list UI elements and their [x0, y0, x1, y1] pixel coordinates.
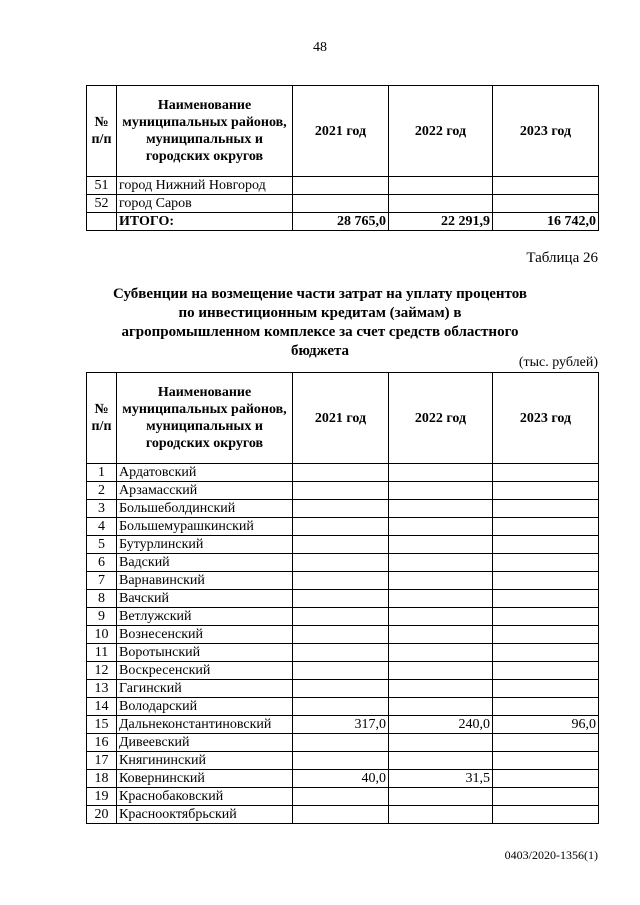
value-2022 [389, 626, 493, 644]
table-row [87, 177, 599, 195]
row-number: 14 [87, 698, 117, 716]
table-row [87, 788, 599, 806]
table-row [87, 500, 599, 518]
header-2021: 2021 год [293, 86, 389, 177]
total-2023: 16 742,0 [493, 213, 599, 231]
row-number: 6 [87, 554, 117, 572]
table-row [87, 518, 599, 536]
row-number: 11 [87, 644, 117, 662]
units-label: (тыс. рублей) [518, 355, 598, 370]
header-2023: 2023 год [493, 86, 599, 177]
value-2023 [493, 644, 599, 662]
value-2023: 96,0 [493, 716, 599, 734]
total-num-cell [87, 213, 117, 231]
value-2021 [293, 752, 389, 770]
header-num: № п/п [87, 373, 117, 464]
district-name: Вознесенский [117, 626, 293, 644]
district-name: Краснооктябрьский [117, 806, 293, 824]
table-row [87, 572, 599, 590]
value-2022 [389, 518, 493, 536]
row-number: 13 [87, 680, 117, 698]
district-name: Вачский [117, 590, 293, 608]
row-number: 2 [87, 482, 117, 500]
value-2021 [293, 626, 389, 644]
row-number: 4 [87, 518, 117, 536]
district-name: Ардатовский [117, 464, 293, 482]
total-2022: 22 291,9 [389, 213, 493, 231]
district-name: город Нижний Новгород [117, 177, 293, 195]
district-name: Краснобаковский [117, 788, 293, 806]
value-2023 [493, 788, 599, 806]
value-2023 [493, 177, 599, 195]
value-2022 [389, 500, 493, 518]
value-2023 [493, 554, 599, 572]
value-2023 [493, 806, 599, 824]
value-2021 [293, 734, 389, 752]
table-row [87, 662, 599, 680]
row-number: 52 [87, 195, 117, 213]
value-2022: 31,5 [389, 770, 493, 788]
value-2021: 317,0 [293, 716, 389, 734]
value-2021 [293, 572, 389, 590]
total-2021: 28 765,0 [293, 213, 389, 231]
value-2021 [293, 518, 389, 536]
district-name: Арзамасский [117, 482, 293, 500]
table-row [87, 770, 599, 788]
table-row [87, 608, 599, 626]
row-number: 3 [87, 500, 117, 518]
value-2023 [493, 662, 599, 680]
value-2023 [493, 734, 599, 752]
row-number: 9 [87, 608, 117, 626]
district-name: Вадский [117, 554, 293, 572]
row-number: 1 [87, 464, 117, 482]
value-2021 [293, 590, 389, 608]
value-2022 [389, 195, 493, 213]
total-label: ИТОГО: [117, 213, 293, 231]
table-row [87, 195, 599, 213]
header-2023: 2023 год [493, 373, 599, 464]
row-number: 16 [87, 734, 117, 752]
value-2021 [293, 554, 389, 572]
value-2022 [389, 680, 493, 698]
table-header-row [87, 86, 599, 177]
subsidies-table [86, 372, 599, 824]
value-2022 [389, 572, 493, 590]
table-header-row [87, 373, 599, 464]
value-2023 [493, 572, 599, 590]
value-2023 [493, 698, 599, 716]
district-name: Большемурашкинский [117, 518, 293, 536]
table-row [87, 752, 599, 770]
district-name: Воскресенский [117, 662, 293, 680]
value-2021 [293, 536, 389, 554]
value-2022 [389, 177, 493, 195]
value-2021 [293, 464, 389, 482]
value-2023 [493, 590, 599, 608]
row-number: 19 [87, 788, 117, 806]
page-number: 48 [313, 40, 327, 55]
header-name: Наименование муниципальных районов, муниципальных и городских округов [117, 86, 293, 177]
value-2021 [293, 482, 389, 500]
value-2022 [389, 464, 493, 482]
value-2022 [389, 788, 493, 806]
row-number: 15 [87, 716, 117, 734]
district-name: Гагинский [117, 680, 293, 698]
value-2022 [389, 734, 493, 752]
row-number: 7 [87, 572, 117, 590]
value-2021 [293, 500, 389, 518]
district-name: Большеболдинский [117, 500, 293, 518]
row-number: 51 [87, 177, 117, 195]
header-2022: 2022 год [389, 86, 493, 177]
value-2023 [493, 770, 599, 788]
table-row [87, 536, 599, 554]
value-2022: 240,0 [389, 716, 493, 734]
value-2023 [493, 482, 599, 500]
total-row [87, 213, 599, 231]
value-2022 [389, 806, 493, 824]
table-row [87, 482, 599, 500]
value-2022 [389, 554, 493, 572]
value-2022 [389, 698, 493, 716]
value-2022 [389, 608, 493, 626]
value-2021: 40,0 [293, 770, 389, 788]
value-2021 [293, 177, 389, 195]
value-2023 [493, 536, 599, 554]
value-2023 [493, 464, 599, 482]
table-label: Таблица 26 [526, 250, 598, 266]
table-row [87, 464, 599, 482]
value-2021 [293, 662, 389, 680]
row-number: 17 [87, 752, 117, 770]
header-num: № п/п [87, 86, 117, 177]
value-2023 [493, 626, 599, 644]
table-row [87, 734, 599, 752]
table-row [87, 554, 599, 572]
district-name: Воротынский [117, 644, 293, 662]
table-row [87, 716, 599, 734]
table-row [87, 680, 599, 698]
value-2022 [389, 482, 493, 500]
district-name: Варнавинский [117, 572, 293, 590]
value-2022 [389, 590, 493, 608]
row-number: 8 [87, 590, 117, 608]
value-2021 [293, 195, 389, 213]
value-2023 [493, 500, 599, 518]
table-row [87, 698, 599, 716]
value-2022 [389, 662, 493, 680]
value-2021 [293, 680, 389, 698]
district-name: Бутурлинский [117, 536, 293, 554]
table-row [87, 590, 599, 608]
header-2022: 2022 год [389, 373, 493, 464]
table-title: Субвенции на возмещение части затрат на уплату процентов по инвестиционным кредитам (займам) в агропромышленном комплексе за счет средств областного бюджета [113, 286, 527, 359]
value-2021 [293, 608, 389, 626]
value-2022 [389, 752, 493, 770]
value-2022 [389, 644, 493, 662]
value-2023 [493, 680, 599, 698]
row-number: 12 [87, 662, 117, 680]
row-number: 10 [87, 626, 117, 644]
value-2023 [493, 195, 599, 213]
district-name: Ковернинский [117, 770, 293, 788]
value-2021 [293, 644, 389, 662]
district-name: Дивеевский [117, 734, 293, 752]
value-2023 [493, 608, 599, 626]
value-2022 [389, 536, 493, 554]
district-name: Ветлужский [117, 608, 293, 626]
table-row [87, 644, 599, 662]
value-2023 [493, 518, 599, 536]
value-2021 [293, 788, 389, 806]
value-2023 [493, 752, 599, 770]
district-name: город Саров [117, 195, 293, 213]
value-2021 [293, 698, 389, 716]
row-number: 20 [87, 806, 117, 824]
document-code: 0403/2020-1356(1) [504, 848, 598, 862]
header-name: Наименование муниципальных районов, муниципальных и городских округов [117, 373, 293, 464]
table-continuation [86, 85, 599, 231]
row-number: 5 [87, 536, 117, 554]
district-name: Володарский [117, 698, 293, 716]
district-name: Княгининский [117, 752, 293, 770]
value-2021 [293, 806, 389, 824]
header-2021: 2021 год [293, 373, 389, 464]
table-row [87, 806, 599, 824]
table-row [87, 626, 599, 644]
row-number: 18 [87, 770, 117, 788]
district-name: Дальнеконстантиновский [117, 716, 293, 734]
